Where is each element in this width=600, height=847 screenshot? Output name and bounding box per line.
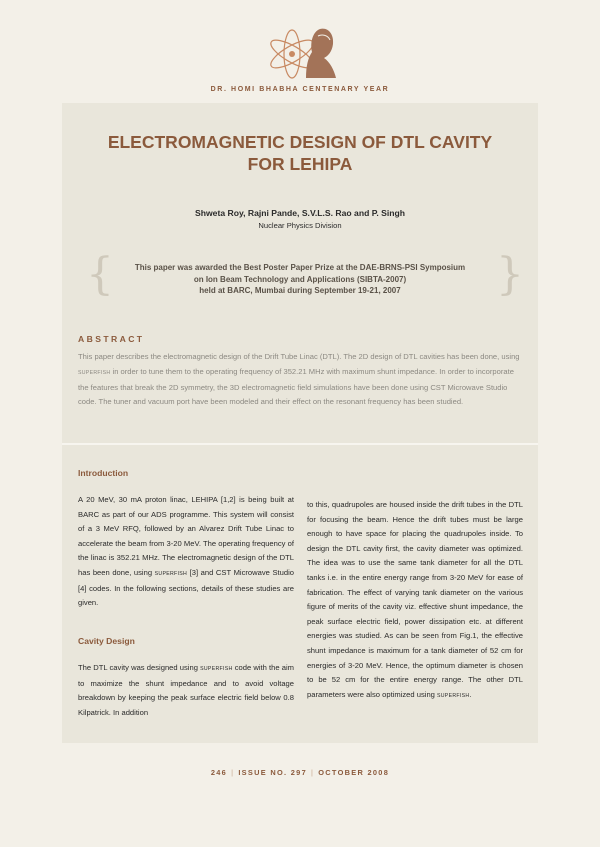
footer-separator: | — [310, 768, 315, 777]
right-text-part-2: . — [469, 689, 472, 699]
abstract-text — [78, 350, 524, 410]
title-line-1: ELECTROMAGNETIC DESIGN OF DTL CAVITY — [107, 132, 493, 152]
abstract-text-part-2: in order to tune them to the operating frequency of 352.21 MHz with maximum shunt impedance. In order to incorporate the features that break the 2D symmetry, the 3D electromagnetic field simulations have been done using CST Microwave Studio code. The tuner and vacuum port have been modeled and their effect on the resonant frequency has been studied. — [78, 366, 514, 407]
right-column-paragraph — [307, 498, 523, 703]
footer-separator: | — [231, 768, 235, 777]
right-brace-icon: } — [496, 249, 524, 300]
centenary-banner: DR. HOMI BHABHA CENTENARY YEAR — [210, 86, 390, 93]
intro-text-part-1: A 20 MeV, 30 mA proton linac, LEHIPA [1,2] is being built at BARC as part of our ADS programme. This system will consist of a 3 MeV RFQ, followed by an Alvarez Drift Tube Linac to accelerate the beam from 3-20 MeV. The operating frequency of the linac is 352.21 MHz. The electromagnetic design of the DTL has been done, using — [78, 495, 294, 577]
award-line-1: This paper was awarded the Best Poster Paper Prize at the DAE-BRNS-PSI Symposium — [134, 263, 466, 272]
award-line-2: on Ion Beam Technology and Applications (SIBTA-2007) — [193, 274, 407, 284]
atom-portrait-logo — [262, 22, 338, 84]
superfish-label: SUPERFISH — [78, 369, 111, 376]
introduction-heading: Introduction — [78, 468, 129, 478]
superfish-label: SUPERFISH — [200, 666, 233, 672]
title-line-2: FOR LEHIPA — [247, 154, 353, 174]
cavity-text-part-1: The DTL cavity was designed using — [78, 663, 201, 672]
section-divider — [62, 443, 538, 445]
abstract-heading: ABSTRACT — [78, 334, 145, 344]
superfish-label: SUPERFISH — [437, 692, 470, 699]
cavity-design-paragraph — [78, 661, 294, 720]
issue-date: OCTOBER 2008 — [318, 768, 390, 777]
right-text-part-1: to this, quadrupoles are housed inside the drift tubes in the DTL for focusing the beam. Hence the drift tubes must be large enough to have space for placing the quadrupoles inside. To design the DTL cavity first, the cavity diameter was optimized. The idea was to use the same tank diameter for all the DTL tanks i.e. in the entire energy range from 3-20 MeV for ease of fabrication. The effect of varying tank diameter on the various figure of merits of the cavity viz. effective shunt impedance, the peak surface electric field, power dissipation etc. at different energies was studied. As can be seen from Fig.1, the effective shunt impedance is maximum for a tank diameter of 52 cm for energies of 3-20 MeV. Hence, the optimum diameter is chosen to be 52 cm for the entire energy range. The other DTL parameters were also optimized using — [307, 500, 523, 699]
introduction-paragraph — [78, 493, 294, 611]
page-footer — [0, 768, 600, 777]
affiliation: Nuclear Physics Division — [258, 221, 342, 230]
intro-text-part-2: [3] and CST Microwave Studio [4] codes. In the following sections, details of these studies are given. — [78, 567, 294, 608]
author-list: Shweta Roy, Rajni Pande, S.V.L.S. Rao and P. Singh — [195, 208, 405, 218]
award-note — [112, 262, 488, 297]
issue-number: ISSUE NO. 297 — [238, 768, 307, 777]
cavity-text-part-2: code with the aim to maximize the shunt impedance and to avoid voltage breakdown by keeping the peak surface electric field below 0.8 Kilpatrick. In addition — [78, 663, 294, 717]
cavity-design-heading: Cavity Design — [78, 636, 135, 646]
left-brace-icon: { — [86, 249, 114, 300]
award-line-3: held at BARC, Mumbai during September 19-21, 2007 — [199, 286, 401, 295]
abstract-text-part-1: This paper describes the electromagnetic design of the Drift Tube Linac (DTL). The 2D design of DTL cavities has been done, using — [78, 352, 520, 361]
superfish-label: SUPERFISH — [154, 570, 188, 577]
paper-title — [62, 131, 538, 175]
page-number: 246 — [210, 768, 228, 777]
